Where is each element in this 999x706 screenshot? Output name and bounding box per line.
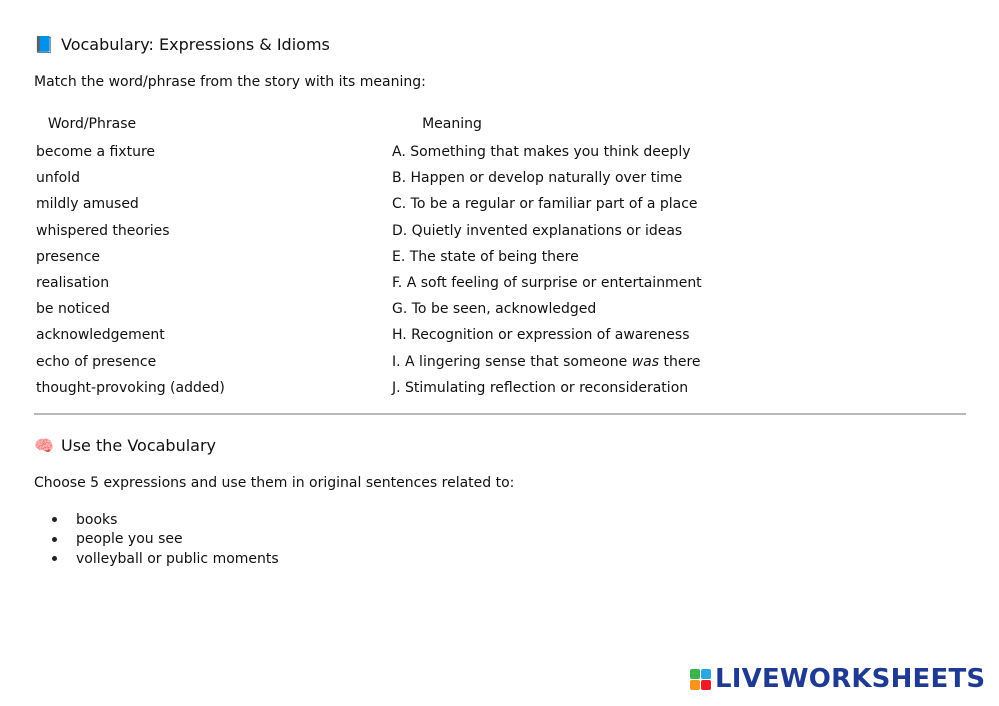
word-cell: become a fixture	[36, 144, 156, 161]
logo-square	[690, 680, 700, 690]
table-row	[34, 165, 754, 191]
section-title-text: Use the Vocabulary	[61, 436, 217, 455]
instruction-rest: and use them in original sentences related to:	[186, 475, 515, 491]
meaning-cell: J. Stimulating reflection or reconsideration	[392, 379, 689, 396]
topic-list	[52, 510, 279, 569]
table-row	[34, 322, 754, 348]
meaning-cell: B. Happen or develop naturally over time	[392, 170, 683, 187]
word-cell: whispered theories	[36, 222, 170, 239]
header-word-phrase: Word/Phrase	[47, 116, 137, 132]
list-item	[52, 510, 279, 530]
word-cell: unfold	[36, 170, 81, 187]
list-item-text: books	[76, 511, 118, 528]
table-row	[34, 191, 754, 217]
instruction-bold: Choose 5 expressions	[34, 475, 187, 491]
liveworksheets-logo	[690, 664, 985, 694]
table-row	[34, 296, 754, 322]
logo-text: LIVEWORKSHEETS	[715, 664, 986, 694]
brain-icon: 🧠	[34, 436, 54, 455]
section-title-use-vocabulary	[34, 436, 216, 455]
section-title-text: Vocabulary: Expressions & Idioms	[61, 35, 330, 54]
bullet-dot	[52, 556, 57, 561]
table-row	[34, 244, 754, 270]
table-header	[34, 113, 754, 135]
list-item	[52, 530, 279, 550]
header-meaning: Meaning	[422, 116, 482, 132]
word-cell: mildly amused	[36, 196, 139, 213]
word-cell: presence	[36, 248, 101, 265]
section-title-vocabulary	[34, 35, 330, 54]
word-cell: be noticed	[36, 301, 110, 318]
meaning-cell: C. To be a regular or familiar part of a place	[392, 196, 698, 213]
logo-square	[701, 680, 711, 690]
blue-book-icon: 📘	[34, 35, 54, 54]
bullet-dot	[52, 517, 57, 522]
table-row	[34, 270, 754, 296]
liveworksheets-logo-icon	[690, 669, 711, 690]
logo-square	[701, 669, 711, 679]
use-instruction	[34, 475, 514, 491]
bullet-dot	[52, 537, 57, 542]
list-item	[52, 549, 279, 569]
match-instruction: Match the word/phrase from the story with its meaning:	[34, 74, 426, 90]
meaning-text: I. A lingering sense that someone	[392, 353, 632, 370]
vocabulary-table	[34, 113, 754, 401]
logo-square	[690, 669, 700, 679]
meaning-cell: A. Something that makes you think deeply	[392, 144, 691, 161]
word-cell: realisation	[36, 275, 110, 292]
meaning-emphasis: was	[631, 353, 660, 370]
meaning-cell: G. To be seen, acknowledged	[392, 301, 597, 318]
table-row	[34, 218, 754, 244]
table-row	[34, 349, 754, 375]
meaning-cell	[392, 354, 754, 370]
meaning-cell: E. The state of being there	[392, 248, 579, 265]
word-cell: thought-provoking (added)	[36, 379, 225, 396]
meaning-cell: H. Recognition or expression of awareness	[392, 327, 690, 344]
list-item-text: people you see	[76, 531, 183, 548]
meaning-cell: D. Quietly invented explanations or ideas	[392, 222, 683, 239]
word-cell: acknowledgement	[36, 327, 165, 344]
meaning-cell: F. A soft feeling of surprise or entertainment	[392, 275, 702, 292]
meaning-text: there	[659, 353, 701, 370]
list-item-text: volleyball or public moments	[76, 550, 279, 567]
word-cell: echo of presence	[36, 353, 157, 370]
table-row	[34, 375, 754, 401]
table-row	[34, 139, 754, 165]
section-divider	[34, 413, 966, 415]
